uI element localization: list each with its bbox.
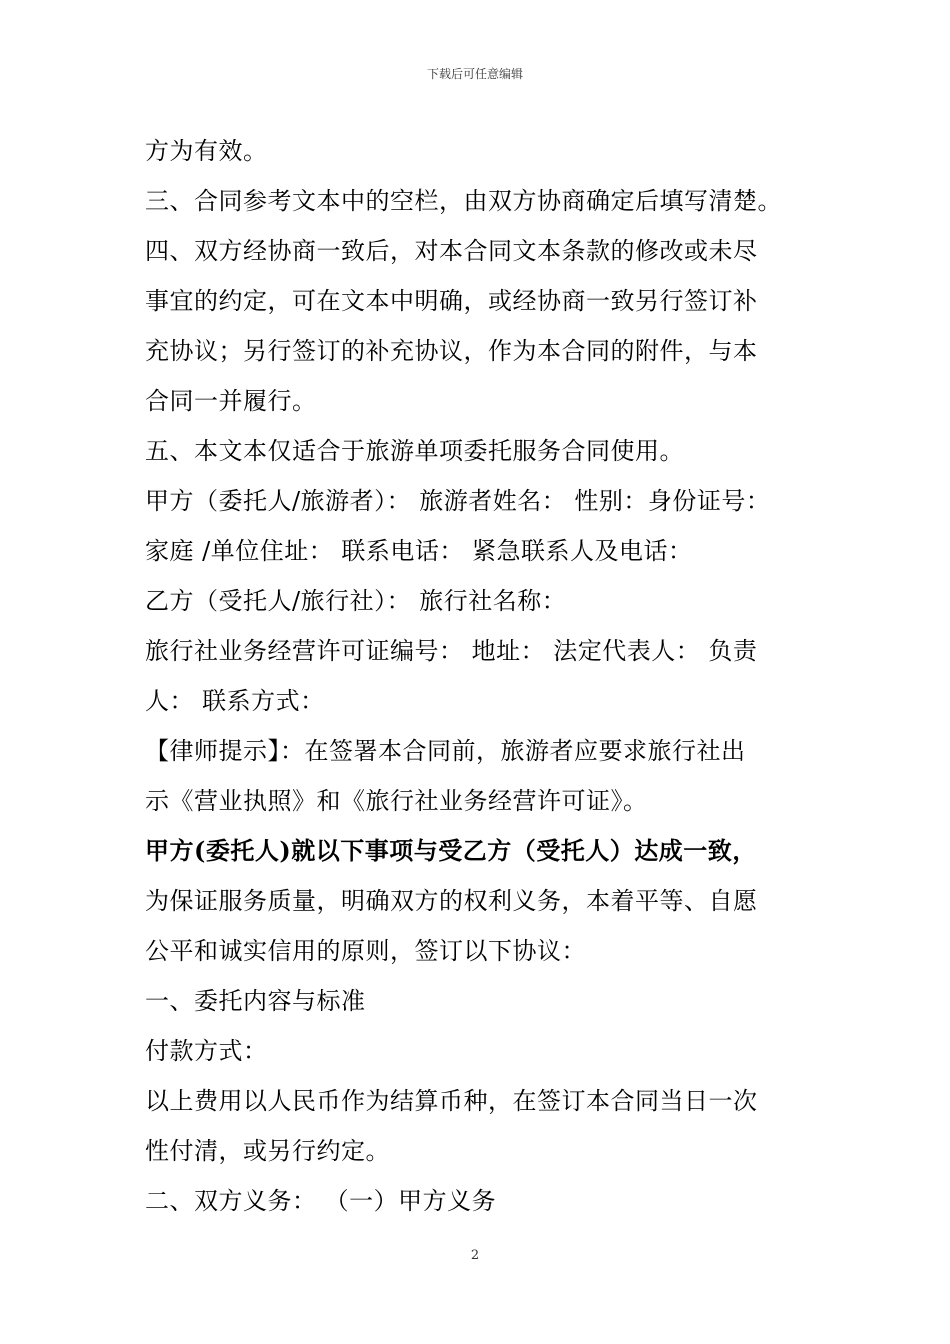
text-line: 性付清，或另行约定。: [145, 1137, 390, 1165]
text-line: 示《营业执照》和《旅行社业务经营许可证》。: [145, 787, 648, 815]
text-line: 人： 联系方式：: [145, 687, 325, 715]
text-line: 家庭 /单位住址： 联系电话： 紧急联系人及电话：: [145, 537, 693, 565]
section-heading: 一、委托内容与标准: [145, 987, 366, 1015]
page-number: 2: [470, 1248, 480, 1263]
text-line: 甲方（委托人/旅游者）： 旅游者姓名： 性别：身份证号：: [145, 487, 771, 515]
text-line: 乙方（受托人/旅行社）： 旅行社名称：: [145, 587, 567, 615]
text-line: 三、合同参考文本中的空栏，由双方协商确定后填写清楚。: [145, 187, 782, 215]
text-line: 方为有效。: [145, 137, 268, 165]
text-line: 以上费用以人民币作为结算币种，在签订本合同当日一次: [145, 1087, 758, 1115]
text-line: 旅行社业务经营许可证编号： 地址： 法定代表人： 负责: [145, 637, 758, 665]
section-heading: 二、双方义务： （一）甲方义务: [145, 1187, 497, 1215]
text-line: 五、本文本仅适合于旅游单项委托服务合同使用。: [145, 437, 684, 465]
text-line: 甲方(委托人)就以下事项与受乙方（受托人）达成一致，: [145, 836, 757, 865]
text-line: 【律师提示】：在签署本合同前，旅游者应要求旅行社出: [145, 737, 746, 765]
page-header-note: 下载后可任意编辑: [426, 67, 523, 81]
text-line: 公平和诚实信用的原则，签订以下协议：: [145, 937, 586, 965]
text-line: 四、双方经协商一致后，对本合同文本条款的修改或未尽: [145, 237, 758, 265]
text-line: 合同一并履行。: [145, 387, 317, 415]
text-line: 付款方式：: [145, 1037, 268, 1065]
document-body: [145, 126, 825, 1226]
text-line: 为保证服务质量，明确双方的权利义务，本着平等、自愿: [145, 887, 758, 915]
text-line: 充协议；另行签订的补充协议，作为本合同的附件，与本: [145, 337, 758, 365]
text-line: 事宜的约定，可在文本中明确，或经协商一致另行签订补: [145, 287, 758, 315]
